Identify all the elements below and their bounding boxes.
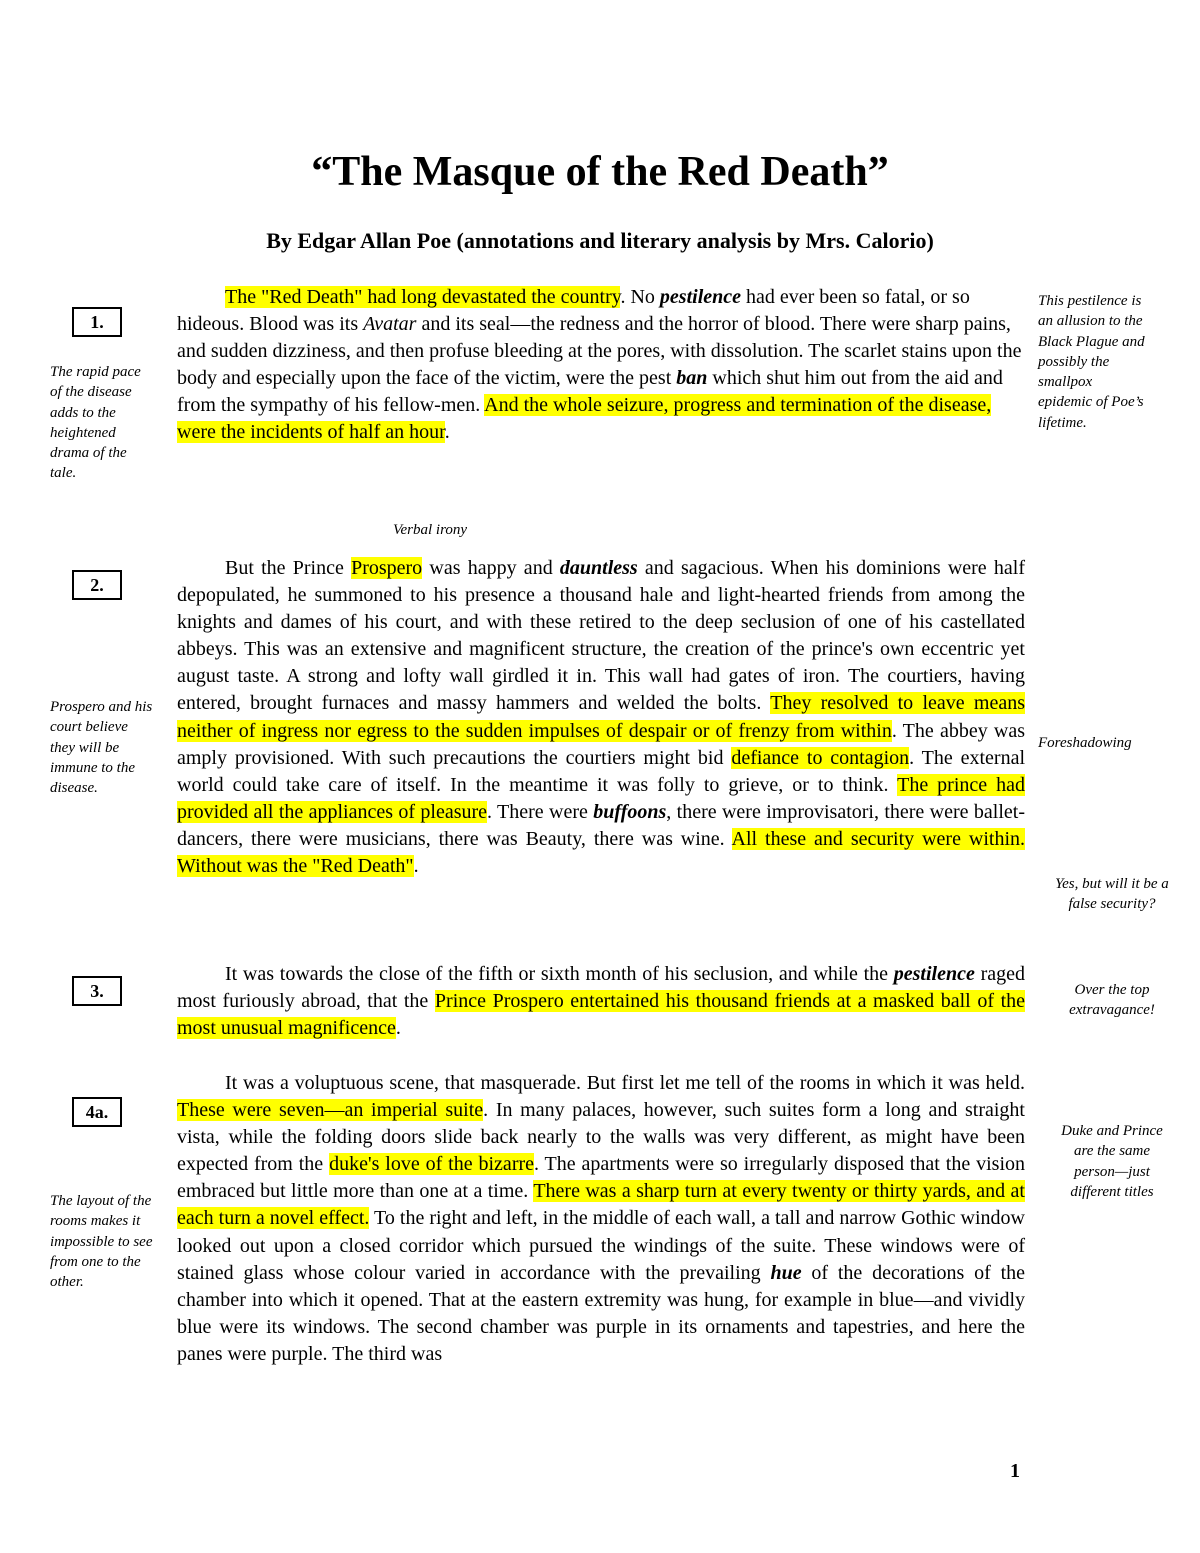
section-number-2: 2. xyxy=(72,570,122,600)
text-run: . In many palaces, however, such suites form a long and straight vista, while the folding doors slide back nearly to the walls was very different, as might have been expected from the xyxy=(177,1099,1025,1176)
text-run: . The apartments were so irregularly disposed that the vision embraced but little more than one at a time. xyxy=(177,1153,1025,1203)
section-number-1: 1. xyxy=(72,307,122,337)
highlight: There was a sharp turn at every twenty or thirty yards, and at each turn a novel effect. xyxy=(177,1180,1025,1230)
section-number-4a: 4a. xyxy=(72,1097,122,1127)
text-run: . xyxy=(413,855,419,878)
highlight: The "Red Death" had long devastated the country xyxy=(225,286,621,308)
text-run: . xyxy=(395,1017,401,1040)
left-note-rapid-pace: The rapid pace of the disease adds to the heightened drama of the tale. xyxy=(50,364,141,482)
text-run: It was towards the close of the fifth or sixth month of his seclusion, and while the xyxy=(225,963,894,985)
vocab-word: ban xyxy=(676,367,708,390)
text-run: had ever been so fatal, or so hideous. Blood was its xyxy=(177,286,970,336)
right-note-foreshadowing: Foreshadowing xyxy=(1038,735,1132,751)
text-run: . No xyxy=(620,286,660,308)
highlight: Prospero xyxy=(351,557,423,579)
highlight: Prince Prospero entertained his thousand friends at a masked ball of the most unusual magnificence xyxy=(177,990,1026,1040)
left-note-room-layout: The layout of the rooms makes it impossible to see from one to the other. xyxy=(50,1193,153,1291)
highlight: All these and security were within. Without was the "Red Death" xyxy=(177,827,1025,878)
paragraph-2 xyxy=(177,555,1025,880)
text-run: . xyxy=(444,421,450,444)
section-number-3: 3. xyxy=(72,976,122,1006)
text-run: . The external world could take care of itself. In the meantime it was folly to grieve, or to think. xyxy=(177,746,1025,796)
text-run: It was a voluptuous scene, that masquerade. But first let me tell of the rooms in which it was held. xyxy=(225,1072,1025,1094)
right-note-allusion: This pestilence is an allusion to the Black Plague and possibly the smallpox epidemic of Poe’s lifetime. xyxy=(1038,293,1145,431)
text-run: . There were xyxy=(487,800,594,823)
right-note-extravagance: Over the top extravagance! xyxy=(1069,982,1155,1019)
text-run: was happy and xyxy=(422,557,560,579)
left-note-immune: Prospero and his court believe they will be immune to the disease. xyxy=(50,699,153,797)
text-run: But the Prince xyxy=(225,557,352,579)
paragraph-4a xyxy=(177,1070,1025,1368)
paragraph-1 xyxy=(177,284,1025,447)
page-number: 1 xyxy=(1010,1460,1020,1482)
vocab-word: Avatar xyxy=(363,313,417,336)
highlight: These were seven—an imperial suite xyxy=(177,1099,484,1122)
vocab-word: hue xyxy=(770,1261,802,1284)
right-note-duke-prince: Duke and Prince are the same person—just different titles xyxy=(1061,1123,1163,1200)
highlight: defiance to contagion xyxy=(731,746,910,769)
text-run: . The abbey was amply provisioned. With such precautions the courtiers might bid xyxy=(177,719,1025,769)
highlight: duke's love of the bizarre xyxy=(329,1153,535,1176)
text-run: raged most furiously abroad, that the xyxy=(177,963,1025,1013)
right-note-false-security: Yes, but will it be a false security? xyxy=(1055,876,1169,913)
verbal-irony-note: Verbal irony xyxy=(392,522,468,538)
text-run: and its seal—the redness and the horror of blood. There were sharp pains, and sudden dizziness, and then profuse bleeding at the pores, with dissolution. The scarlet stains upon the body and especially upon the face of the victim, were the pest xyxy=(177,313,1022,390)
vocab-word: pestilence xyxy=(659,286,742,308)
text-run: of the decorations of the chamber into which it opened. That at the eastern extremity was hung, for example in blue—and vividly blue were its windows. The second chamber was purple in its ornaments and tapestries, and here the panes were purple. The third was xyxy=(177,1261,1026,1365)
highlight: And the whole seizure, progress and termination of the disease, were the incidents of half an hour xyxy=(177,394,992,444)
text-run: which shut him out from the aid and from the sympathy of his fellow-men. xyxy=(177,367,1003,417)
vocab-word: dauntless xyxy=(559,557,638,579)
vocab-word: buffoons xyxy=(593,800,667,823)
text-run: To the right and left, in the middle of each wall, a tall and narrow Gothic window looked out upon a closed corridor which pursued the windings of the suite. These windows were of stained glass whose colour varied in accordance with the prevailing xyxy=(177,1207,1025,1284)
highlight: They resolved to leave means neither of ingress nor egress to the sudden impulses of despair or of frenzy from within xyxy=(177,692,1025,742)
highlight: The prince had provided all the appliances of pleasure xyxy=(177,773,1025,823)
byline: By Edgar Allan Poe (annotations and literary analysis by Mrs. Calorio) xyxy=(266,228,934,253)
paragraph-3 xyxy=(177,961,1025,1042)
text-run: and sagacious. When his dominions were half depopulated, he summoned to his presence a thousand hale and light-hearted friends from among the knights and dames of his court, and with these retired to the deep seclusion of one of his castellated abbeys. This was an extensive and magnificent structure, the creation of the prince's own eccentric yet august taste. A strong and lofty wall girdled it in. This wall had gates of iron. The courtiers, having entered, brought furnaces and massy hammers and welded the bolts. xyxy=(177,557,1025,715)
document-title: “The Masque of the Red Death” xyxy=(311,149,889,195)
text-run: , there were improvisatori, there were ballet-dancers, there were musicians, there was Beauty, there was wine. xyxy=(177,800,1025,850)
vocab-word: pestilence xyxy=(893,963,975,985)
